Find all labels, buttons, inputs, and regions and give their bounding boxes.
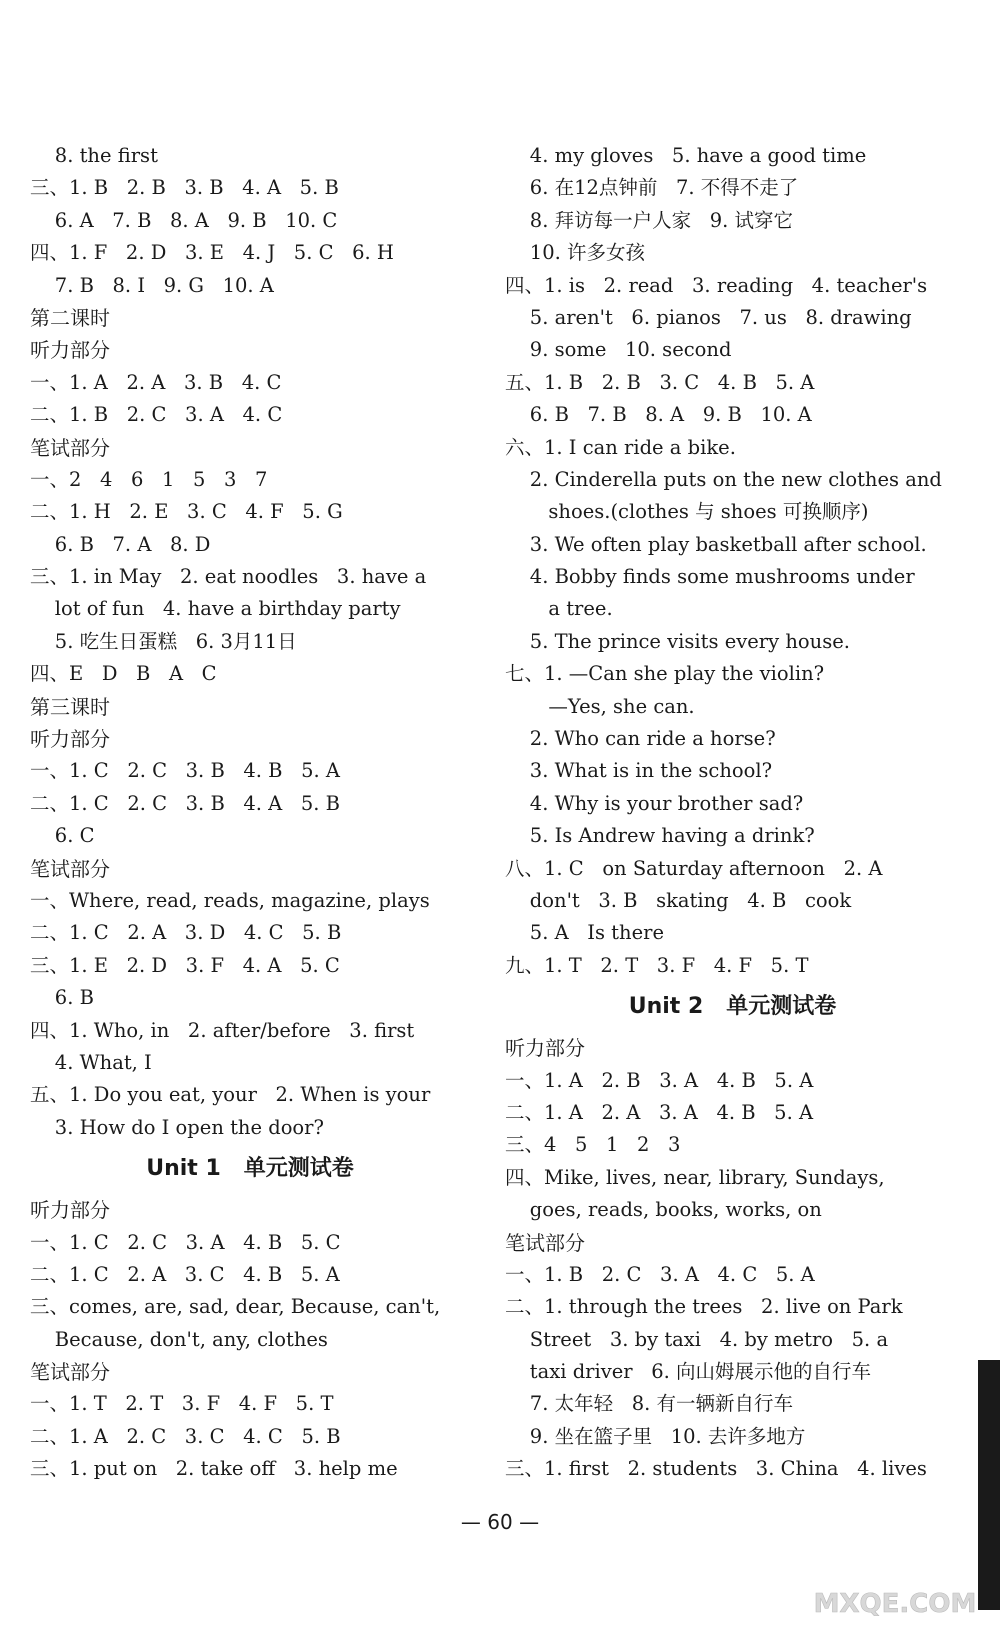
left-answer-line: 一、1. C 2. C 3. B 4. B 5. A <box>30 759 340 783</box>
right-answer-line: 5. The prince visits every house. <box>505 629 850 653</box>
left-answer-line: 7. B 8. I 9. G 10. A <box>30 273 274 297</box>
left-answer-line: 4. What, I <box>30 1050 152 1074</box>
right-answer-line: 四、1. is 2. read 3. reading 4. teacher's <box>505 273 928 297</box>
left-answer-line: 6. A 7. B 8. A 9. B 10. C <box>30 208 338 232</box>
section-heading: 听力部分 <box>30 1198 110 1223</box>
right-answer-line: 二、1. A 2. A 3. A 4. B 5. A <box>505 1100 814 1124</box>
left-answer-line: 一、2 4 6 1 5 3 7 <box>30 467 268 491</box>
section-heading: 笔试部分 <box>505 1230 585 1255</box>
page-number: — 60 — <box>460 1510 540 1534</box>
right-answer-line: 七、1. —Can she play the violin? <box>505 662 825 686</box>
right-answer-line: 6. B 7. B 8. A 9. B 10. A <box>505 403 812 427</box>
left-answer-line: 6. B 7. A 8. D <box>30 532 211 556</box>
left-answer-line: 四、1. Who, in 2. after/before 3. first <box>30 1018 415 1042</box>
unit-heading: Unit 2 单元测试卷 <box>628 994 837 1020</box>
svg-text:MXQE.COM: MXQE.COM <box>813 1589 977 1619</box>
right-answer-line: 4. Why is your brother sad? <box>505 791 804 815</box>
right-answer-line: 5. aren't 6. pianos 7. us 8. drawing <box>505 305 912 329</box>
left-answer-line: 3. How do I open the door? <box>30 1115 324 1139</box>
right-answer-line: 一、1. A 2. B 3. A 4. B 5. A <box>505 1068 814 1092</box>
left-column <box>30 140 470 1486</box>
left-answer-line: Because, don't, any, clothes <box>30 1327 328 1351</box>
left-answer-line: lot of fun 4. have a birthday party <box>30 597 401 621</box>
left-answer-line: 6. B <box>30 986 94 1010</box>
right-answer-line: 9. some 10. second <box>505 338 732 362</box>
left-answer-line: 一、1. A 2. A 3. B 4. C <box>30 370 282 394</box>
right-answer-line: 四、Mike, lives, near, library, Sundays, <box>505 1165 885 1189</box>
right-answer-line: 3. What is in the school? <box>505 759 773 783</box>
right-answer-line: 九、1. T 2. T 3. F 4. F 5. T <box>505 953 809 977</box>
right-answer-line: 三、4 5 1 2 3 <box>505 1133 681 1157</box>
left-answer-line: 五、1. Do you eat, your 2. When is your <box>30 1083 431 1107</box>
right-answer-line: 八、1. C on Saturday afternoon 2. A <box>505 856 883 880</box>
left-answer-line: 三、1. E 2. D 3. F 4. A 5. C <box>30 953 340 977</box>
left-answer-line: 三、1. put on 2. take off 3. help me <box>30 1457 398 1481</box>
right-answer-line: 二、1. through the trees 2. live on Park <box>505 1295 903 1319</box>
right-answer-line: 9. 坐在篮子里 10. 去许多地方 <box>505 1424 806 1448</box>
right-answer-line: —Yes, she can. <box>505 694 695 718</box>
right-answer-line: don't 3. B skating 4. B cook <box>505 888 852 912</box>
left-answer-line: 二、1. C 2. A 3. D 4. C 5. B <box>30 921 342 945</box>
right-answer-line: a tree. <box>505 597 613 621</box>
left-answer-line: 三、1. B 2. B 3. B 4. A 5. B <box>30 176 339 200</box>
right-answer-line: Street 3. by taxi 4. by metro 5. a <box>505 1327 889 1351</box>
right-answer-line: taxi driver 6. 向山姆展示他的自行车 <box>505 1360 872 1384</box>
left-answer-line: 三、1. in May 2. eat noodles 3. have a <box>30 565 427 589</box>
left-answer-line: 5. 吃生日蛋糕 6. 3月11日 <box>30 629 297 653</box>
right-answer-line: shoes.(clothes 与 shoes 可换顺序) <box>505 500 869 524</box>
left-answer-line: 一、1. C 2. C 3. A 4. B 5. C <box>30 1230 341 1254</box>
right-answer-line: 2. Cinderella puts on the new clothes and <box>505 467 942 491</box>
right-answer-line: 三、1. first 2. students 3. China 4. lives <box>505 1457 927 1481</box>
left-answer-line: 四、E D B A C <box>30 662 217 686</box>
right-answer-line: 一、1. B 2. C 3. A 4. C 5. A <box>505 1262 815 1286</box>
section-heading: 第三课时 <box>30 694 110 719</box>
unit-heading: Unit 1 单元测试卷 <box>146 1156 354 1182</box>
right-answer-line: 4. my gloves 5. have a good time <box>505 144 867 167</box>
watermark-logo <box>800 1550 990 1630</box>
left-answer-line: 一、1. T 2. T 3. F 4. F 5. T <box>30 1392 334 1416</box>
left-answer-line: 8. the first <box>30 144 158 167</box>
section-heading: 笔试部分 <box>30 856 110 881</box>
right-answer-line: 8. 拜访每一户人家 9. 试穿它 <box>505 208 793 232</box>
left-answer-line: 二、1. C 2. C 3. B 4. A 5. B <box>30 791 340 815</box>
left-answer-line: 二、1. H 2. E 3. C 4. F 5. G <box>30 500 343 524</box>
right-answer-line: 五、1. B 2. B 3. C 4. B 5. A <box>505 370 815 394</box>
section-heading: 听力部分 <box>505 1036 585 1061</box>
right-answer-line: 10. 许多女孩 <box>505 241 646 265</box>
right-answer-line: 5. A Is there <box>505 921 664 945</box>
left-answer-line: 一、Where, read, reads, magazine, plays <box>30 888 430 912</box>
left-answer-line: 二、1. C 2. A 3. C 4. B 5. A <box>30 1262 340 1286</box>
right-answer-line: 5. Is Andrew having a drink? <box>505 824 815 848</box>
section-heading: 第二课时 <box>30 305 110 330</box>
section-heading: 听力部分 <box>30 338 110 363</box>
left-answer-line: 二、1. B 2. C 3. A 4. C <box>30 403 283 427</box>
right-answer-line: 7. 太年轻 8. 有一辆新自行车 <box>505 1392 793 1416</box>
right-answer-line: 3. We often play basketball after school. <box>505 532 927 556</box>
section-heading: 听力部分 <box>30 727 110 752</box>
section-heading: 笔试部分 <box>30 435 110 460</box>
left-answer-line: 三、comes, are, sad, dear, Because, can't, <box>30 1295 441 1319</box>
right-column <box>505 140 960 1486</box>
left-answer-line: 6. C <box>30 824 95 848</box>
section-heading: 笔试部分 <box>30 1360 110 1385</box>
right-answer-line: 6. 在12点钟前 7. 不得不走了 <box>505 176 799 200</box>
left-answer-line: 四、1. F 2. D 3. E 4. J 5. C 6. H <box>30 241 394 265</box>
right-answer-line: goes, reads, books, works, on <box>505 1198 822 1222</box>
right-answer-line: 六、1. I can ride a bike. <box>505 435 736 459</box>
right-answer-line: 2. Who can ride a horse? <box>505 727 776 751</box>
right-answer-line: 4. Bobby finds some mushrooms under <box>505 565 915 589</box>
left-answer-line: 二、1. A 2. C 3. C 4. C 5. B <box>30 1424 341 1448</box>
